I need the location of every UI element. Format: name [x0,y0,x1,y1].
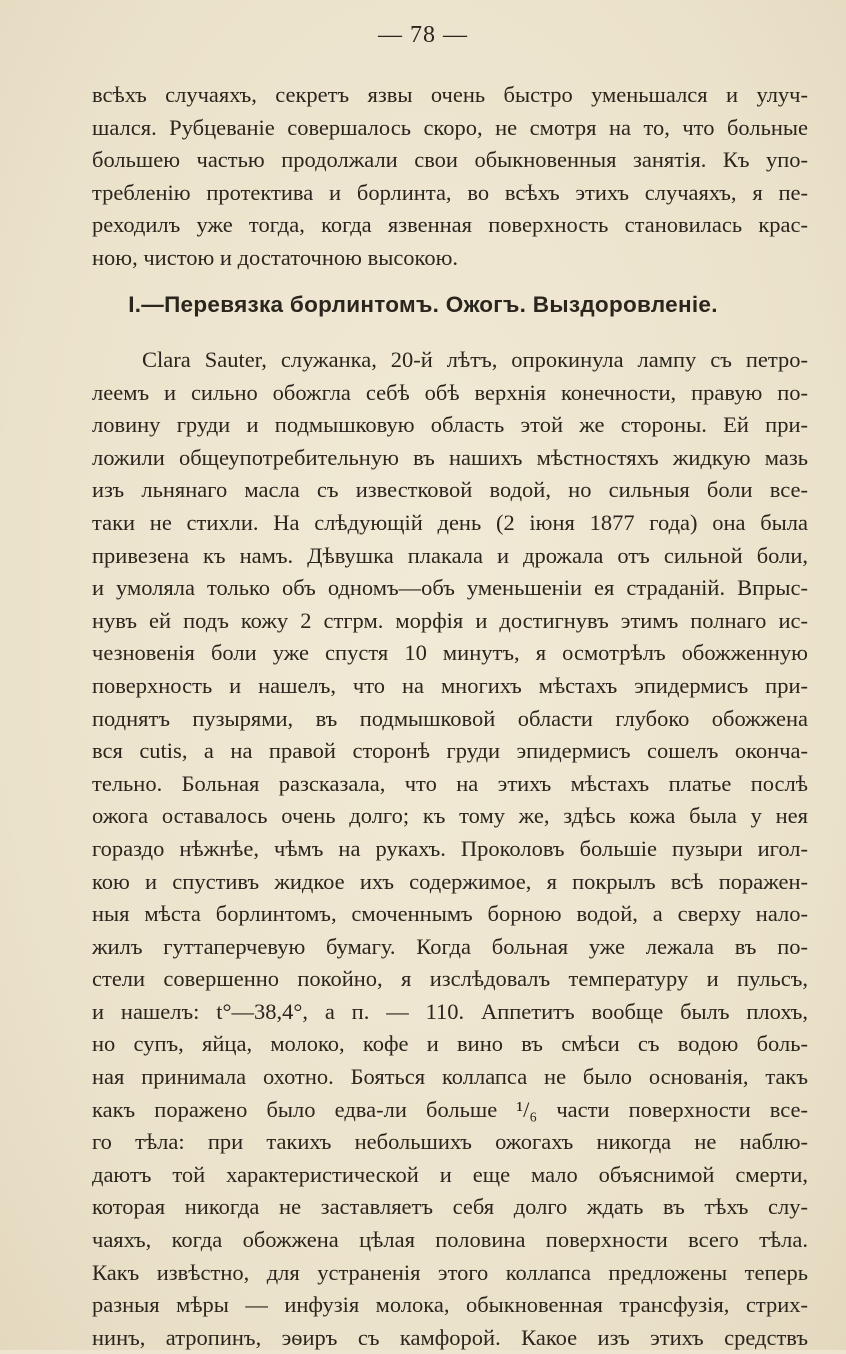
case-paragraph [92,344,808,1354]
text-line: какъ поражено было едва-ли больше ¹/₆ части поверхности все- [92,1096,808,1122]
text-line: чаяхъ, когда обожжена цѣлая половина поверхности всего тѣла. [92,1227,808,1253]
text-line: вся cutis, а на правой сторонѣ груди эпидермисъ сошелъ оконча- [92,738,808,764]
text-line: ною, чистою и достаточною высокою. [92,244,459,270]
text-line: ловину груди и подмышковую область этой же стороны. Ей при- [92,412,808,438]
text-line: тельно. Больная разсказала, что на этихъ мѣстахъ платье послѣ [92,770,808,796]
text-line: Clara Sauter, служанка, 20-й лѣтъ, опрокинула лампу съ петро- [142,347,808,372]
text-line: изъ льнянаго масла съ известковой водой, но сильныя боли все- [92,477,808,503]
text-line: реходилъ уже тогда, когда язвенная поверхность становилась крас- [92,212,808,238]
section-heading: I.—Перевязка борлинтомъ. Ожогъ. Выздоровленіе. [128,292,718,317]
text-line: даютъ той характеристической и еще мало объяснимой смерти, [92,1161,808,1187]
text-line: таки не стихли. На слѣдующій день (2 іюня 1877 года) она была [92,509,808,535]
text-line: но супъ, яйца, молоко, кофе и вино въ смѣси съ водою боль- [92,1031,808,1057]
intro-paragraph [92,79,808,275]
text-line: большею частью продолжали свои обыкновенныя занятія. Къ упо- [92,147,808,173]
page-number: — 78 — [378,22,468,48]
text-line: поверхность и нашелъ, что на многихъ мѣстахъ эпидермисъ при- [92,672,808,698]
text-line: ложили общеупотребительную въ нашихъ мѣстностяхъ жидкую мазь [92,444,808,470]
text-line: шался. Рубцеваніе совершалось скоро, не смотря на то, что больные [92,114,808,140]
text-line: нинъ, атропинъ, эѳиръ съ камфорой. Какое изъ этихъ средствъ [92,1324,808,1350]
text-line: леемъ и сильно обожгла себѣ обѣ верхнія конечности, правую по- [92,379,808,405]
text-line: требленію протектива и борлинта, во всѣхъ этихъ случаяхъ, я пе- [92,179,808,205]
text-line: поднятъ пузырями, въ подмышковой области глубоко обожжена [92,705,808,731]
text-line: стели совершенно покойно, я изслѣдовалъ температуру и пульсъ, [92,966,808,992]
text-line: чезновенія боли уже спустя 10 минутъ, я осмотрѣлъ обожженную [92,640,808,666]
text-line: ожога оставалось очень долго; къ тому же, здѣсь кожа была у нея [92,803,808,829]
text-line: жилъ гуттаперчевую бумагу. Когда больная уже лежала въ по- [92,933,808,959]
text-line: нувъ ей подъ кожу 2 стгрм. морфія и достигнувъ этимъ полнаго ис- [92,607,808,633]
text-line: гораздо нѣжнѣе, чѣмъ на рукахъ. Проколовъ большіе пузыри игол- [92,835,808,861]
text-line: ная принимала охотно. Бояться коллапса не было основанія, такъ [92,1064,808,1090]
text-line: го тѣла: при такихъ небольшихъ ожогахъ никогда не наблю- [92,1129,808,1155]
text-line: которая никогда не заставляетъ себя долго ждать въ тѣхъ слу- [92,1194,808,1220]
text-line: и умоляла только объ одномъ—объ уменьшеніи ея страданій. Впрыс- [92,575,808,601]
text-line: всѣхъ случаяхъ, секретъ язвы очень быстро уменьшался и улуч- [92,82,808,107]
text-line: привезена къ намъ. Дѣвушка плакала и дрожала отъ сильной боли, [92,542,808,568]
text-line: разныя мѣры — инфузія молока, обыкновенная трансфузія, стрих- [92,1292,808,1318]
text-line: кою и спустивъ жидкое ихъ содержимое, я покрылъ всѣ поражен- [92,868,808,894]
text-line: ныя мѣста борлинтомъ, смоченнымъ борною водой, а сверху нало- [92,901,808,927]
text-line: Какъ извѣстно, для устраненія этого коллапса предложены теперь [92,1259,808,1285]
text-line: и нашелъ: t°—38,4°, а п. — 110. Аппетитъ вообще былъ плохъ, [92,998,808,1024]
